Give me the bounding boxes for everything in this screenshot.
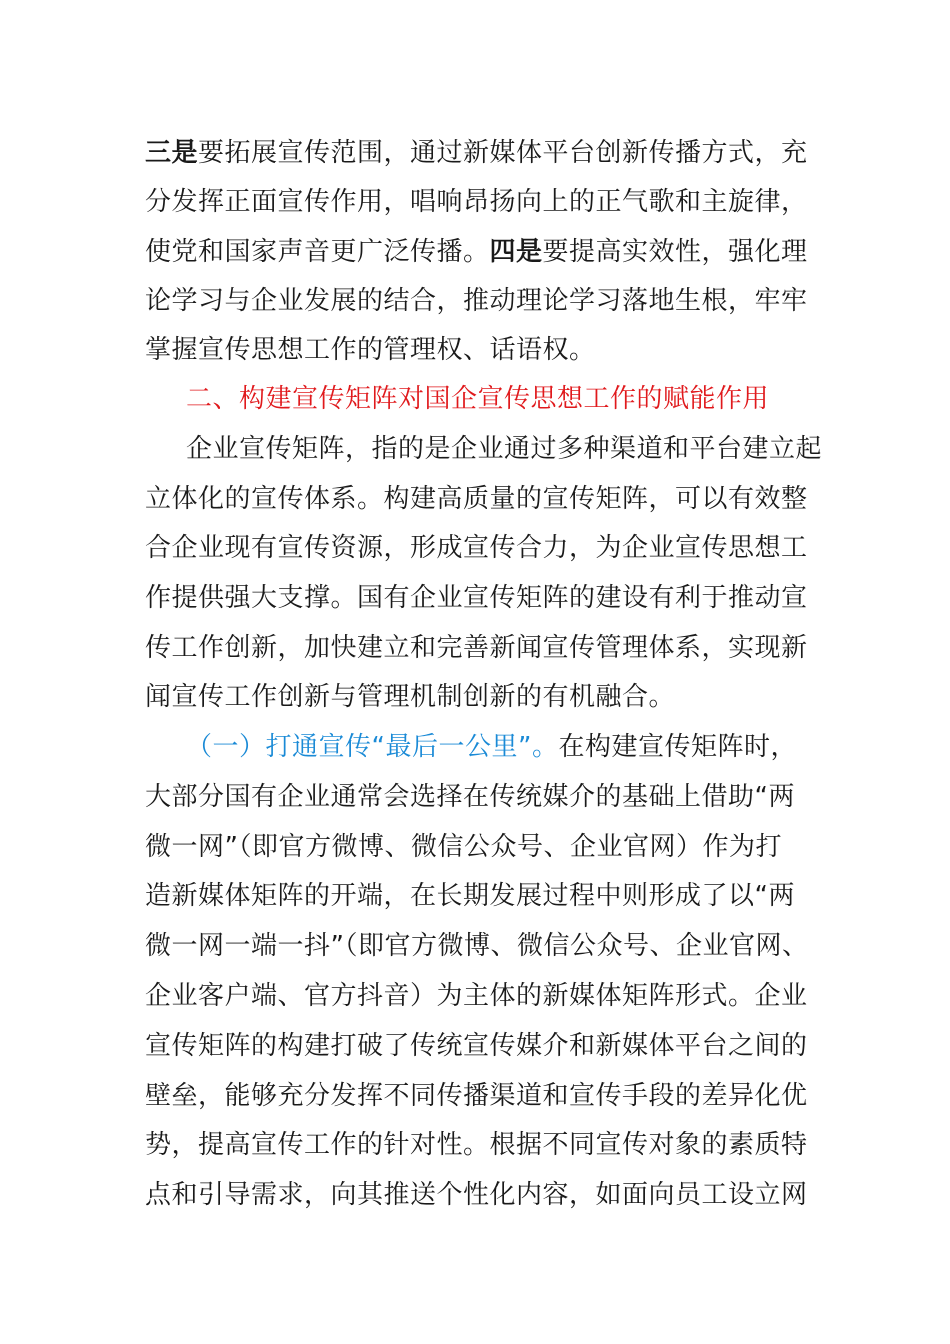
paragraph-2-line-3: 合企业现有宣传资源，形成宣传合力，为企业宣传思想工 [145,533,808,563]
paragraph-2-line-6: 闻宣传工作创新与管理机制创新的有机融合。 [145,682,676,712]
paragraph-3-line-5: 微一网一端一抖”（即官方微博、微信公众号、企业官网、 [145,931,809,961]
paragraph-1-line-3 [145,227,808,277]
bold-marker-three: 三是 [145,138,199,168]
paragraph-2-line-2: 立体化的宣传体系。构建高质量的宣传矩阵，可以有效整 [145,484,808,514]
text-run: 要拓展宣传范围，通过新媒体平台创新传播方式，充 [198,138,808,168]
paragraph-3-line-2: 大部分国有企业通常会选择在传统媒介的基础上借助“两 [145,782,795,812]
paragraph-3-line-1 [186,722,797,772]
subsection-heading: （一）打通宣传“最后一公里”。 [186,732,559,762]
bold-marker-four: 四是 [489,237,543,267]
paragraph-3-line-6: 企业客户端、官方抖音）为主体的新媒体矩阵形式。企业 [145,981,808,1011]
paragraph-3-line-8: 壁垒，能够充分发挥不同传播渠道和宣传手段的差异化优 [145,1081,808,1111]
paragraph-3-line-10: 点和引导需求，向其推送个性化内容，如面向员工设立网 [145,1180,808,1210]
section-heading: 二、构建宣传矩阵对国企宣传思想工作的赋能作用 [186,384,770,414]
text-run: 在构建宣传矩阵时， [558,732,797,762]
paragraph-3-line-9: 势，提高宣传工作的针对性。根据不同宣传对象的素质特 [145,1130,808,1160]
paragraph-2-line-4: 作提供强大支撑。国有企业宣传矩阵的建设有利于推动宣 [145,583,808,613]
paragraph-2-line-1: 企业宣传矩阵，指的是企业通过多种渠道和平台建立起 [186,434,823,464]
paragraph-2-line-5: 传工作创新，加快建立和完善新闻宣传管理体系，实现新 [145,633,808,663]
paragraph-1-line-2: 分发挥正面宣传作用，唱响昂扬向上的正气歌和主旋律， [145,187,808,217]
paragraph-1-line-1 [145,128,808,178]
paragraph-3-line-3: 微一网”（即官方微博、微信公众号、企业官网）作为打 [145,832,782,862]
paragraph-3-line-4: 造新媒体矩阵的开端，在长期发展过程中则形成了以“两 [145,881,795,911]
paragraph-3-line-7: 宣传矩阵的构建打破了传统宣传媒介和新媒体平台之间的 [145,1031,808,1061]
text-run: 使党和国家声音更广泛传播。 [145,237,490,267]
paragraph-1-line-4: 论学习与企业发展的结合，推动理论学习落地生根，牢牢 [145,286,808,316]
text-run: 要提高实效性，强化理 [542,237,808,267]
paragraph-1-line-5: 掌握宣传思想工作的管理权、话语权。 [145,335,596,365]
